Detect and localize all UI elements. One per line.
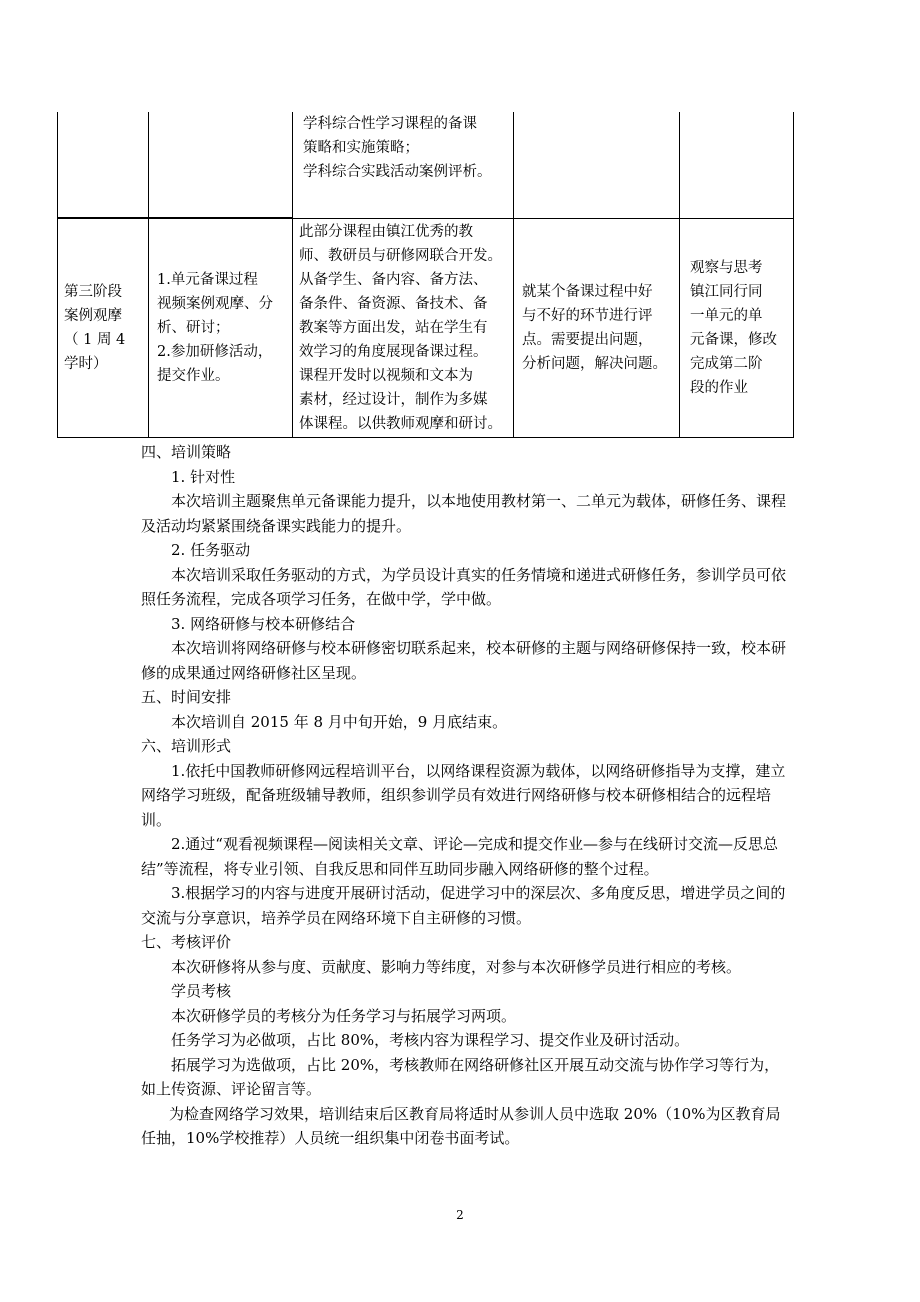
paragraph: 学员考核	[171, 982, 232, 1000]
paragraph: 本次研修学员的考核分为任务学习与拓展学习两项。	[171, 1006, 517, 1025]
table-cell-homework	[680, 218, 794, 437]
section-heading: 七、考核评价	[141, 933, 232, 951]
course-content-text: 此部分课程由镇江优秀的教 师、教研员与研修网联合开发。 从备学生、备内容、备方法、 备条件、备资源、备技术、备 教案等方面出发，站在学生有 效学习的角度展现备课过程。 课程开发时以视频和文本为 素材，经过设计，制作为多媒 体课程。以供教师观摩和研讨。	[299, 223, 502, 432]
stage-label: 第三阶段 案例观摩 （ 1 周 4 学时）	[64, 283, 126, 372]
homework-text: 观察与思考 镇江同行同 一单元的单 元备课，修改 完成第二阶 段的作业	[690, 259, 777, 396]
table-cell-activity	[514, 112, 680, 218]
table-cell-stage	[58, 218, 149, 437]
subsection-heading: 1. 针对性	[171, 467, 236, 486]
table-cell-tasks	[149, 112, 293, 218]
subsection-heading: 3. 网络研修与校本研修结合	[171, 614, 356, 633]
page-number: 2	[456, 1208, 464, 1222]
table-cell-tasks	[149, 218, 293, 437]
activity-text: 就某个备课过程中好 与不好的环节进行评 点。需要提出问题， 分析问题，解决问题。	[522, 283, 667, 372]
paragraph: 本次培训采取任务驱动的方式，为学员设计真实的任务情境和递进式研修任务，参训学员可依照任务流程，完成各项学习任务，在做中学，学中做。	[141, 565, 787, 608]
section-heading: 五、时间安排	[141, 688, 232, 706]
section-heading: 四、培训策略	[141, 443, 232, 461]
paragraph: 1.依托中国教师研修网远程培训平台，以网络课程资源为载体，以网络研修指导为支撑，建立网络学习班级，配备班级辅导教师，组织参训学员有效进行网络研修与校本研修相结合的远程培训。	[141, 761, 786, 829]
paragraph: 任务学习为必做项，占比 80%，考核内容为课程学习、提交作业及研讨活动。	[171, 1031, 690, 1049]
section-heading: 六、培训形式	[141, 737, 232, 755]
paragraph: 本次培训主题聚焦单元备课能力提升，以本地使用教材第一、二单元为载体，研修任务、课程及活动均紧紧围绕备课实践能力的提升。	[141, 492, 787, 535]
table-cell-stage	[58, 112, 149, 218]
table-cell-activity	[514, 218, 680, 437]
paragraph: 拓展学习为选做项，占比 20%，考核教师在网络研修社区开展互动交流与协作学习等行为，如上传资源、评论留言等。	[141, 1055, 780, 1098]
table-cell-content	[293, 112, 514, 218]
paragraph: 本次研修将从参与度、贡献度、影响力等纬度，对参与本次研修学员进行相应的考核。	[171, 957, 742, 976]
course-content-text: 学科综合性学习课程的备课 策略和实施策略； 学科综合实践活动案例评析。	[303, 116, 492, 180]
table-row	[58, 218, 794, 437]
paragraph: 本次培训将网络研修与校本研修密切联系起来，校本研修的主题与网络研修保持一致，校本研修的成果通过网络研修社区呈现。	[141, 639, 787, 682]
task-list-text: 1.单元备课过程 视频案例观摩、分 析、研讨； 2.参加研修活动， 提交作业。	[157, 271, 273, 384]
table-cell-homework	[680, 112, 794, 218]
paragraph: 本次培训自 2015 年 8 月中旬开始，9 月底结束。	[171, 712, 508, 731]
paragraph: 为检查网络学习效果，培训结束后区教育局将适时从参训人员中选取 20%（10%为区教育局任抽，10%学校推荐）人员统一组织集中闭卷书面考试。	[141, 1104, 781, 1147]
table-row	[58, 112, 794, 218]
document-body	[141, 440, 791, 1151]
paragraph: 2.通过“观看视频课程—阅读相关文章、评论—完成和提交作业—参与在线研讨交流—反思总结”等流程，将专业引领、自我反思和同伴互助同步融入网络研修的整个过程。	[141, 835, 778, 878]
training-plan-table	[57, 112, 794, 438]
paragraph: 3.根据学习的内容与进度开展研讨活动，促进学习中的深层次、多角度反思，增进学员之间的交流与分享意识，培养学员在网络环境下自主研修的习惯。	[141, 884, 786, 927]
table-cell-content	[293, 218, 514, 437]
subsection-heading: 2. 任务驱动	[171, 541, 251, 559]
